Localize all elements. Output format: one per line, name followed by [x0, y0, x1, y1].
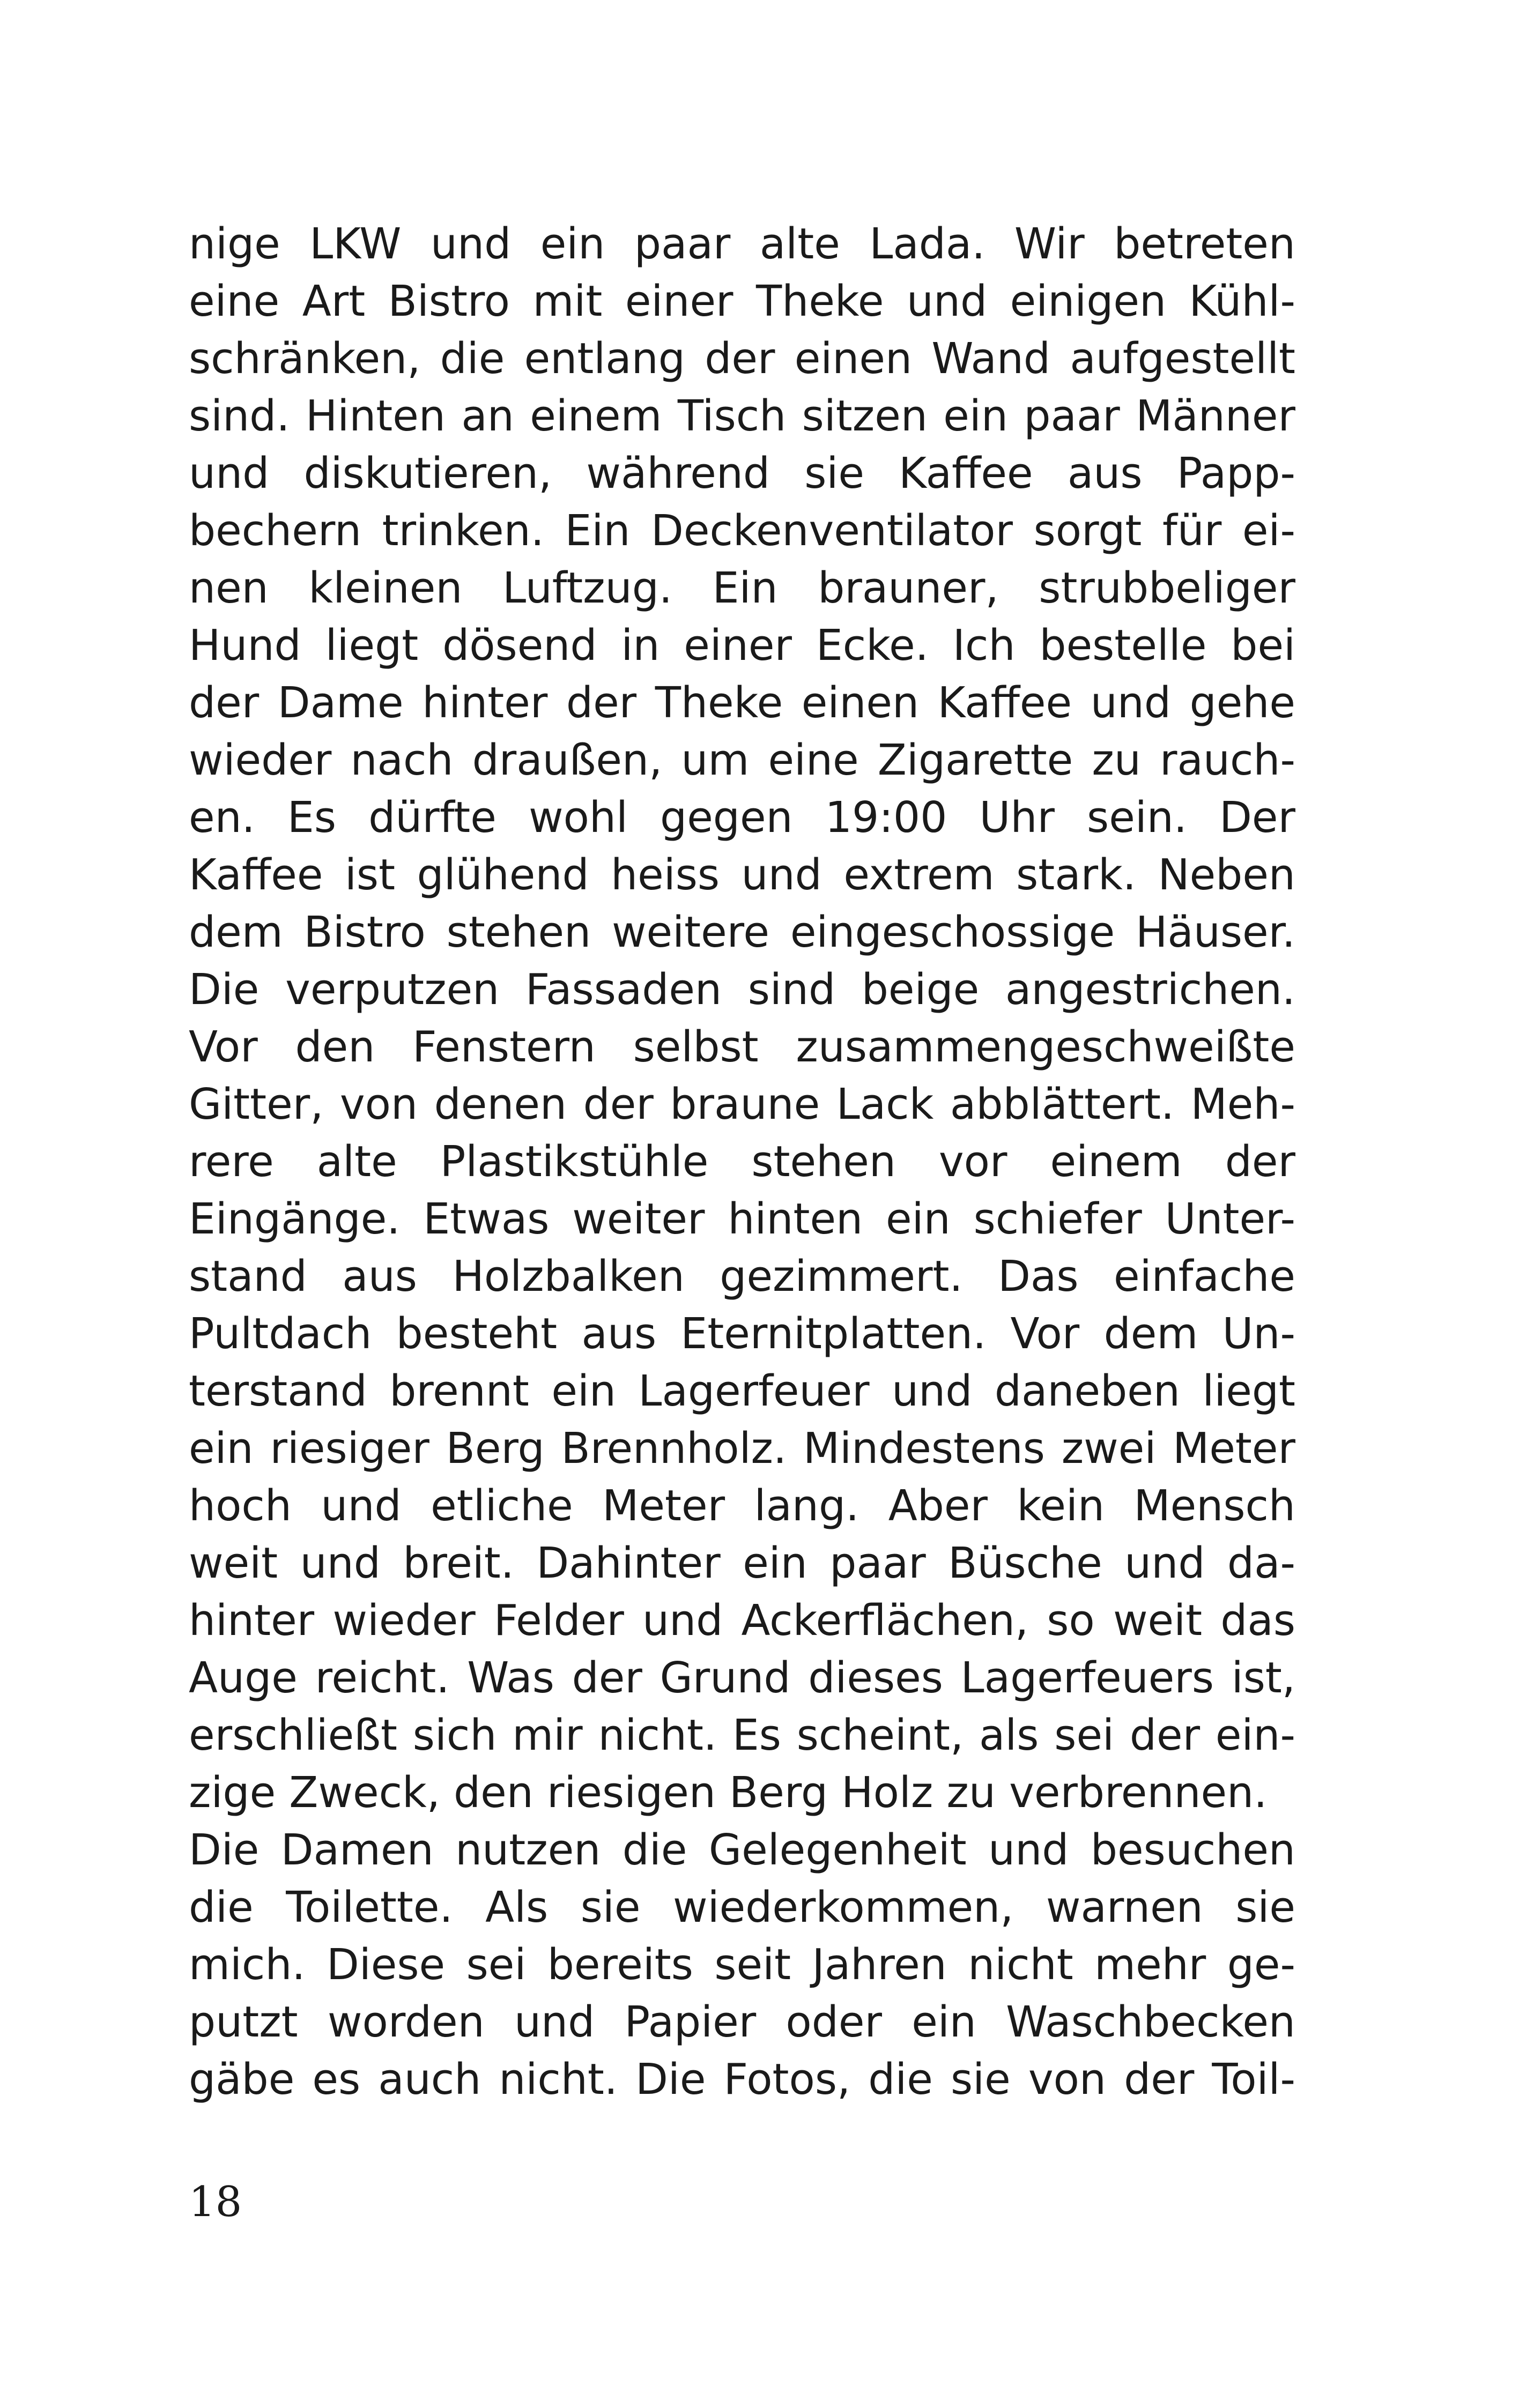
text-line: bechern trinken. Ein Deckenventilator sorgt für ei-	[189, 506, 1295, 555]
text-line: Auge reicht. Was der Grund dieses Lagerfeuers ist,	[189, 1653, 1295, 1703]
text-line: Pultdach besteht aus Eternitplatten. Vor dem Un-	[189, 1309, 1295, 1358]
text-line: schränken, die entlang der einen Wand aufgestellt	[189, 334, 1295, 383]
text-line: Die verputzen Fassaden sind beige angestrichen.	[189, 965, 1295, 1014]
text-line: die Toilette. Als sie wiederkommen, warnen sie	[189, 1883, 1295, 1932]
text-line: gäbe es auch nicht. Die Fotos, die sie von der Toil-	[189, 2055, 1295, 2104]
text-line: wieder nach draußen, um eine Zigarette zu rauch-	[189, 735, 1295, 785]
text-line: weit und breit. Dahinter ein paar Büsche und da-	[189, 1539, 1295, 1588]
text-line: nen kleinen Luftzug. Ein brauner, strubbeliger	[189, 563, 1295, 613]
text-line: dem Bistro stehen weitere eingeschossige Häuser.	[189, 908, 1295, 957]
text-line: Eingänge. Etwas weiter hinten ein schiefer Unter-	[189, 1194, 1295, 1244]
text-line: nige LKW und ein paar alte Lada. Wir betreten	[189, 219, 1295, 269]
text-line: hoch und etliche Meter lang. Aber kein Mensch	[189, 1481, 1295, 1530]
text-line: mich. Diese sei bereits seit Jahren nicht mehr ge-	[189, 1940, 1295, 1989]
text-line: Vor den Fenstern selbst zusammengeschweißte	[189, 1022, 1295, 1072]
text-line: stand aus Holzbalken gezimmert. Das einfache	[189, 1252, 1295, 1301]
text-line: Hund liegt dösend in einer Ecke. Ich bestelle bei	[189, 621, 1295, 670]
text-line: zige Zweck, den riesigen Berg Holz zu verbrennen.	[189, 1768, 1268, 1817]
text-line: terstand brennt ein Lagerfeuer und daneben liegt	[189, 1366, 1295, 1416]
text-line: Gitter, von denen der braune Lack abblättert. Meh-	[189, 1080, 1295, 1129]
text-line: eine Art Bistro mit einer Theke und einigen Kühl-	[189, 277, 1295, 326]
text-line: und diskutieren, während sie Kaffee aus Papp-	[189, 449, 1295, 498]
text-line: hinter wieder Felder und Ackerflächen, so weit das	[189, 1596, 1295, 1645]
text-line: Die Damen nutzen die Gelegenheit und besuchen	[189, 1825, 1295, 1875]
text-line: sind. Hinten an einem Tisch sitzen ein paar Männer	[189, 391, 1295, 441]
text-line: ein riesiger Berg Brennholz. Mindestens zwei Meter	[189, 1424, 1295, 1473]
text-line: putzt worden und Papier oder ein Waschbecken	[189, 1997, 1295, 2047]
body-text	[189, 215, 1295, 2108]
text-line: der Dame hinter der Theke einen Kaffee und gehe	[189, 678, 1295, 727]
text-line: Kaffee ist glühend heiss und extrem stark. Neben	[189, 850, 1295, 900]
text-line: en. Es dürfte wohl gegen 19:00 Uhr sein. Der	[189, 793, 1295, 842]
text-line: rere alte Plastikstühle stehen vor einem der	[189, 1137, 1295, 1186]
page-number: 18	[189, 2178, 242, 2226]
text-line: erschließt sich mir nicht. Es scheint, als sei der ein-	[189, 1711, 1295, 1760]
